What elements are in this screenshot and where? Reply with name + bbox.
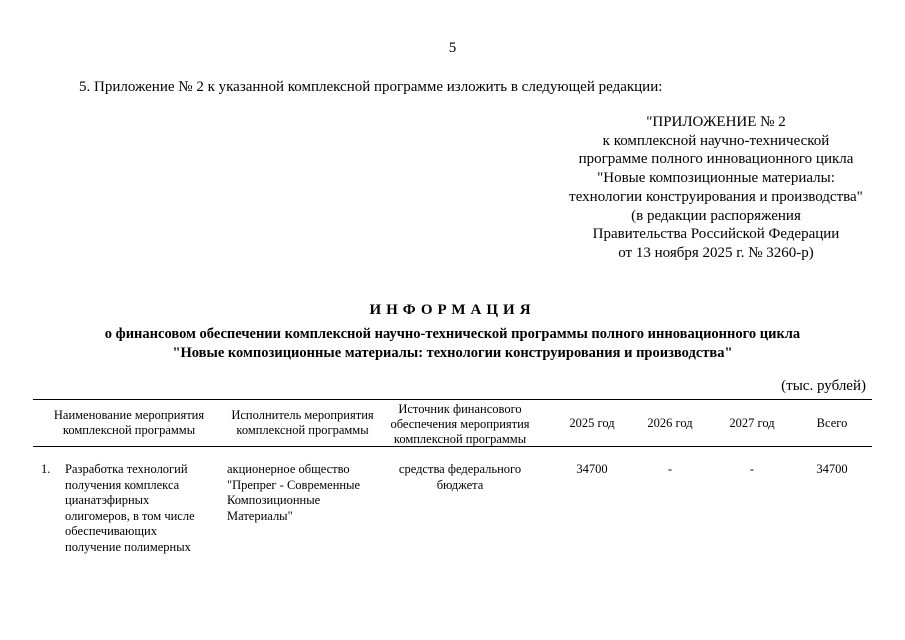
row-2025: 34700 [576, 462, 608, 476]
row-executor-line: Материалы" [227, 508, 293, 523]
item-5-text: 5. Приложение № 2 к указанной комплексной программе изложить в следующей редакции: [79, 79, 663, 95]
row-total: 34700 [816, 462, 848, 476]
appendix-line: к комплексной научно-технической [602, 132, 830, 149]
row-event-line: олигомеров, в том числе [65, 508, 195, 523]
row-event [65, 462, 195, 555]
header-total: Всего [816, 416, 848, 430]
appendix-line: от 13 ноября 2025 г. № 3260-р) [618, 244, 814, 261]
header-event-line: Наименование мероприятия [53, 408, 205, 422]
appendix-line: программе полного инновационного цикла [578, 151, 854, 168]
row-executor-line: акционерное общество [227, 462, 350, 476]
info-subtitle-line: "Новые композиционные материалы: технологии конструирования и производства" [172, 345, 733, 361]
header-event-line: комплексной программы [62, 423, 196, 437]
row-event-line: получение полимерных [65, 539, 191, 554]
row-event-line: обеспечивающих [65, 524, 157, 538]
row-source-line: средства федерального [398, 462, 522, 476]
appendix-header [560, 113, 872, 263]
page-number: 5 [448, 40, 457, 56]
row-2027: - [749, 462, 755, 476]
row-source-line: бюджета [436, 477, 484, 492]
appendix-line: "ПРИЛОЖЕНИЕ № 2 [646, 114, 786, 130]
row-event-line: получения комплекса [65, 477, 180, 492]
header-2025: 2025 год [569, 416, 615, 430]
header-2026: 2026 год [647, 416, 693, 430]
units-label: (тыс. рублей) [781, 378, 866, 394]
appendix-line: технологии конструирования и производства" [569, 188, 863, 205]
info-subtitle-line: о финансовом обеспечении комплексной научно-технической программы полного инновационного цикла [104, 326, 801, 342]
row-source [380, 462, 540, 493]
header-source-line: Источник финансового [398, 402, 522, 416]
header-source-line: комплексной программы [393, 432, 527, 446]
row-executor [227, 462, 360, 524]
row-event-line: цианатэфирных [65, 493, 150, 507]
appendix-line: "Новые композиционные материалы: [597, 170, 835, 187]
appendix-line: Правительства Российской Федерации [592, 226, 840, 243]
row-executor-line: "Препрег - Современные [227, 477, 361, 492]
header-event [33, 408, 225, 438]
header-executor-line: комплексной программы [236, 423, 369, 437]
header-executor [225, 408, 380, 438]
header-executor-line: Исполнитель мероприятия [231, 408, 374, 422]
row-event-line: Разработка технологий [65, 462, 188, 476]
row-executor-line: Композиционные [227, 493, 321, 507]
info-title: ИНФОРМАЦИЯ [369, 302, 536, 318]
appendix-line: (в редакции распоряжения [631, 207, 801, 224]
row-2026: - [667, 462, 673, 476]
row-number: 1. [41, 462, 51, 476]
header-source [380, 402, 540, 447]
info-subtitle [0, 325, 905, 363]
header-2027: 2027 год [729, 416, 775, 430]
header-source-line: обеспечения мероприятия [390, 417, 530, 431]
table-top-rule [33, 399, 872, 400]
